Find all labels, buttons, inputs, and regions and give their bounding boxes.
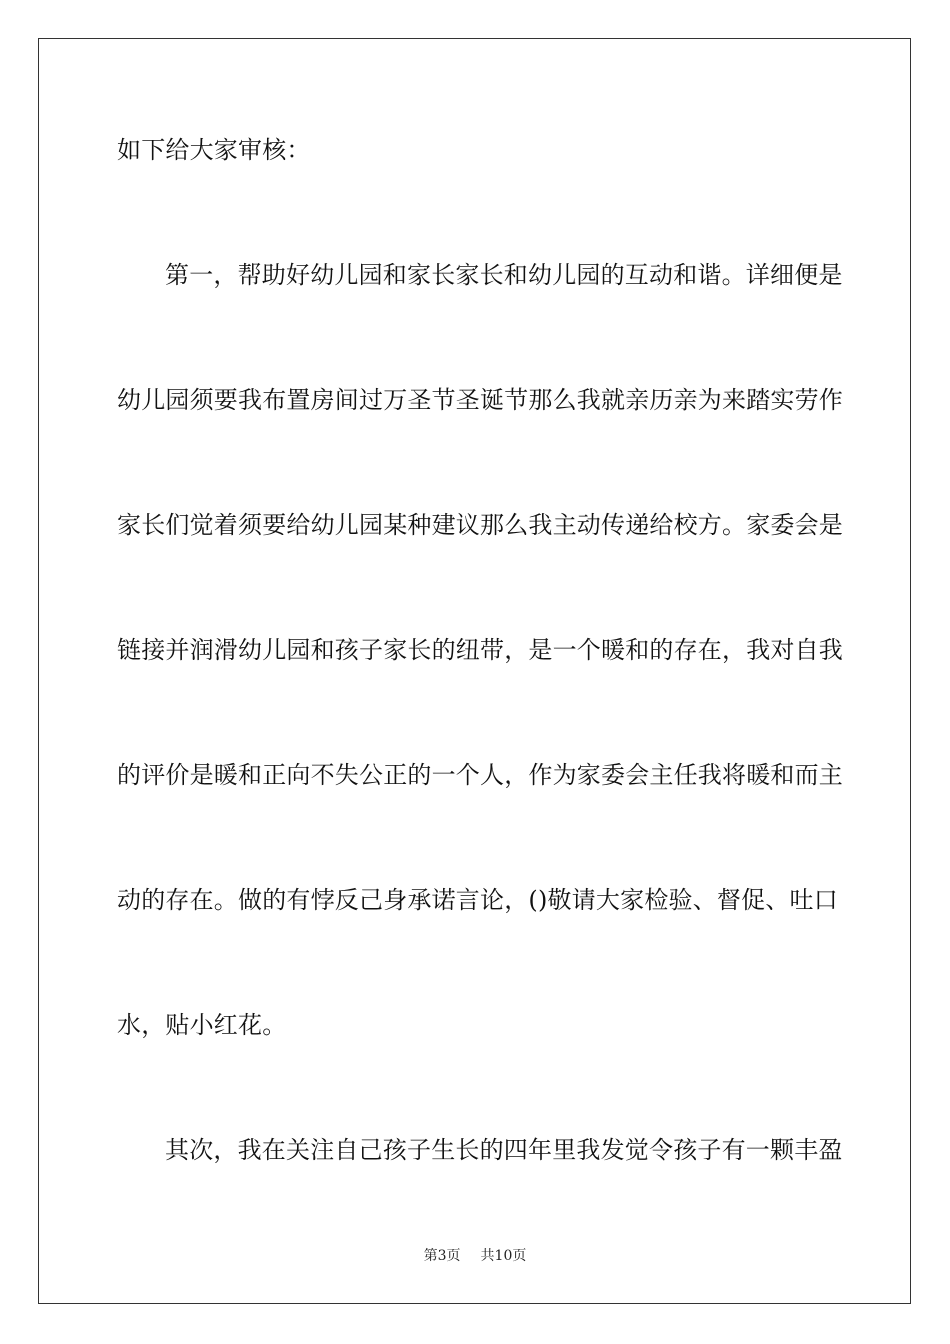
text-line-3: 幼儿园须要我布置房间过万圣节圣诞节那么我就亲历亲为来踏实劳作 — [117, 386, 843, 414]
text-line-2: 第一，帮助好幼儿园和家长家长和幼儿园的互动和谐。详细便是 — [165, 261, 843, 289]
text-line-1: 如下给大家审核： — [117, 136, 311, 164]
text-line-9: 其次，我在关注自己孩子生长的四年里我发觉令孩子有一颗丰盈 — [165, 1136, 843, 1164]
text-line-5: 链接并润滑幼儿园和孩子家长的纽带，是一个暖和的存在，我对自我 — [117, 636, 843, 664]
text-line-8: 水，贴小红花。 — [117, 1011, 287, 1039]
text-line-6: 的评价是暖和正向不失公正的一个人，作为家委会主任我将暖和而主 — [117, 761, 843, 789]
page-border — [38, 38, 911, 1304]
page-footer — [0, 1247, 950, 1265]
page-number: 第3页 — [423, 1248, 461, 1264]
text-line-7: 动的存在。做的有悖反己身承诺言论，()敬请大家检验、督促、吐口 — [117, 886, 838, 914]
page-total: 共10页 — [480, 1248, 527, 1264]
text-line-4: 家长们觉着须要给幼儿园某种建议那么我主动传递给校方。家委会是 — [117, 511, 843, 539]
